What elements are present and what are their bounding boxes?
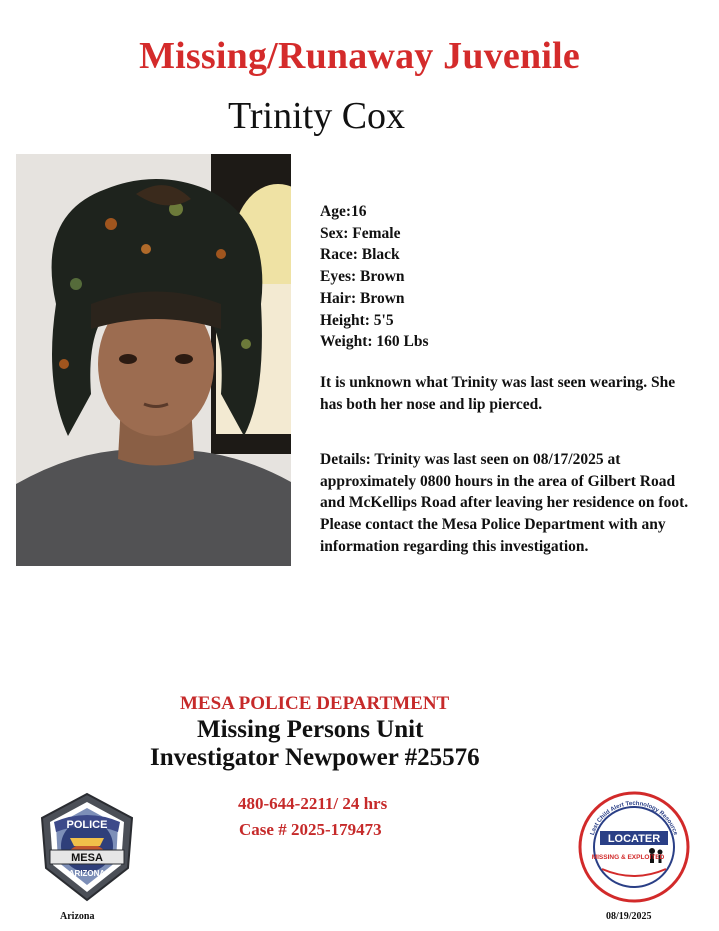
badge-middle-text: MESA	[71, 852, 103, 864]
attribute-height: Height: 5'5	[320, 311, 394, 329]
attribute-age: Age:16	[320, 203, 367, 220]
missing-person-photo	[16, 154, 291, 566]
physical-description	[320, 201, 429, 353]
department-name: MESA POLICE DEPARTMENT	[180, 693, 450, 714]
footer-state-label: Arizona	[60, 911, 95, 922]
footer-date-label: 08/19/2025	[606, 911, 652, 922]
badge-bottom-text: ARIZONA	[68, 869, 106, 878]
attribute-eyes: Eyes: Brown	[320, 268, 405, 286]
ncmec-locater-seal	[578, 791, 690, 903]
clothing-note: It is unknown what Trinity was last seen wearing. She has both her nose and lip pierced.	[320, 374, 676, 413]
mesa-police-badge-logo	[32, 790, 142, 905]
incident-details: Details: Trinity was last seen on 08/17/2025 at approximately 0800 hours in the area of Gilbert Road and McKellips Road after leaving her residence on foot. Please contact the Mesa Police Department with any information regarding this investigation.	[320, 451, 689, 555]
case-number: Case # 2025-179473	[239, 820, 382, 839]
badge-top-text: POLICE	[66, 819, 108, 831]
investigator-name: Investigator Newpower #25576	[150, 744, 480, 771]
flyer-title: Missing/Runaway Juvenile	[139, 35, 580, 77]
attribute-race: Race: Black	[320, 246, 400, 264]
attribute-hair: Hair: Brown	[320, 289, 405, 307]
missing-person-name: Trinity Cox	[228, 95, 406, 137]
seal-ring-text: Last Child Alert Technology Resource	[589, 800, 679, 837]
contact-phone: 480-644-2211/ 24 hrs	[238, 794, 388, 813]
seal-sub-text: MISSING & EXPLOITED	[591, 854, 665, 861]
attribute-sex: Sex: Female	[320, 224, 401, 242]
unit-name: Missing Persons Unit	[197, 716, 424, 743]
attribute-weight: Weight: 160 Lbs	[320, 333, 429, 351]
seal-center-text: LOCATER	[607, 833, 661, 845]
